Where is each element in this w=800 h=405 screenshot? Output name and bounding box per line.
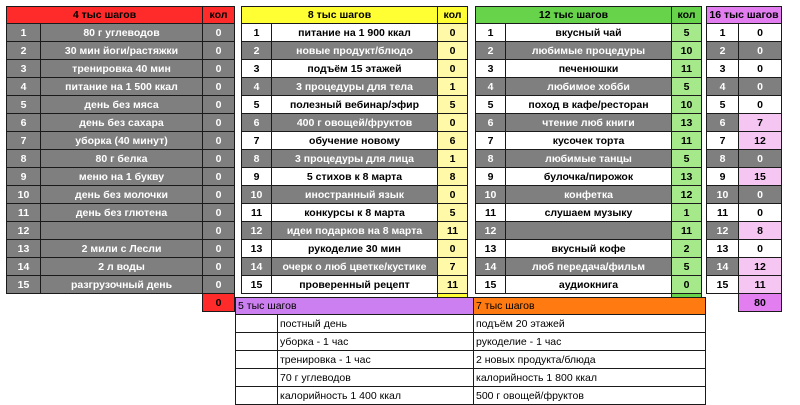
table-row bbox=[707, 150, 782, 168]
task-name: 500 г овощей/фруктов bbox=[474, 387, 706, 405]
task-name: подъём 20 этажей bbox=[474, 315, 706, 333]
row-number: 1 bbox=[707, 24, 739, 42]
header-5k: 5 тыс шагов bbox=[236, 298, 474, 315]
task-name: 5 стихов к 8 марта bbox=[272, 168, 438, 186]
task-name: 30 мин йоги/растяжки bbox=[41, 42, 203, 60]
count-cell: 0 bbox=[203, 150, 235, 168]
count-cell: 0 bbox=[203, 132, 235, 150]
table-row bbox=[707, 276, 782, 294]
table-row bbox=[476, 114, 702, 132]
table-row bbox=[476, 204, 702, 222]
task-name: идеи подарков на 8 марта bbox=[272, 222, 438, 240]
count-cell: 0 bbox=[438, 60, 468, 78]
task-name: люб передача/фильм bbox=[506, 258, 672, 276]
count-cell: 0 bbox=[203, 42, 235, 60]
count-cell: 0 bbox=[203, 60, 235, 78]
count-cell: 10 bbox=[672, 42, 702, 60]
table-row bbox=[242, 258, 468, 276]
count-cell: 0 bbox=[203, 276, 235, 294]
table-row bbox=[7, 258, 235, 276]
row-number: 15 bbox=[476, 276, 506, 294]
task-name bbox=[506, 222, 672, 240]
count-cell: 7 bbox=[739, 114, 782, 132]
table-row bbox=[707, 60, 782, 78]
row-number: 3 bbox=[7, 60, 41, 78]
task-name: 70 г углеводов bbox=[278, 369, 474, 387]
col-header-4k: кол bbox=[203, 7, 235, 24]
count-cell: 11 bbox=[672, 60, 702, 78]
spacer-cell bbox=[236, 387, 278, 405]
count-cell: 0 bbox=[739, 96, 782, 114]
task-name: слушаем музыку bbox=[506, 204, 672, 222]
table-row bbox=[242, 204, 468, 222]
table-row bbox=[476, 150, 702, 168]
task-name: меню на 1 букву bbox=[41, 168, 203, 186]
count-cell: 0 bbox=[203, 24, 235, 42]
row-number: 10 bbox=[242, 186, 272, 204]
row-number: 1 bbox=[242, 24, 272, 42]
count-cell: 11 bbox=[672, 222, 702, 240]
row-number: 6 bbox=[7, 114, 41, 132]
count-cell: 0 bbox=[203, 186, 235, 204]
task-name: питание на 1 500 ккал bbox=[41, 78, 203, 96]
table-row bbox=[707, 114, 782, 132]
count-cell: 0 bbox=[438, 24, 468, 42]
table-row bbox=[242, 24, 468, 42]
row-number: 15 bbox=[7, 276, 41, 294]
row-number: 12 bbox=[707, 222, 739, 240]
count-cell: 11 bbox=[438, 276, 468, 294]
row-number: 10 bbox=[707, 186, 739, 204]
task-name: конфетка bbox=[506, 186, 672, 204]
task-name: очерк о люб цветке/кустике bbox=[272, 258, 438, 276]
row-number: 4 bbox=[707, 78, 739, 96]
table-row bbox=[707, 258, 782, 276]
row-number: 2 bbox=[7, 42, 41, 60]
row-number: 6 bbox=[707, 114, 739, 132]
task-name: день без глютена bbox=[41, 204, 203, 222]
list-item bbox=[474, 387, 706, 405]
table-row bbox=[7, 168, 235, 186]
table-row bbox=[7, 240, 235, 258]
row-number: 10 bbox=[7, 186, 41, 204]
task-name: калорийность 1 400 ккал bbox=[278, 387, 474, 405]
row-number: 11 bbox=[707, 204, 739, 222]
table-row bbox=[7, 24, 235, 42]
table-row bbox=[7, 60, 235, 78]
row-number: 5 bbox=[707, 96, 739, 114]
table-row bbox=[476, 276, 702, 294]
count-cell: 6 bbox=[438, 132, 468, 150]
table-row bbox=[242, 186, 468, 204]
task-name: вкусный чай bbox=[506, 24, 672, 42]
table-row bbox=[242, 150, 468, 168]
table-row bbox=[7, 276, 235, 294]
table-row bbox=[476, 132, 702, 150]
row-number: 12 bbox=[7, 222, 41, 240]
row-number: 3 bbox=[476, 60, 506, 78]
table-row bbox=[476, 258, 702, 276]
task-name: постный день bbox=[278, 315, 474, 333]
table-row bbox=[476, 96, 702, 114]
table-row bbox=[707, 240, 782, 258]
row-number: 14 bbox=[242, 258, 272, 276]
table-row bbox=[7, 204, 235, 222]
row-number: 10 bbox=[476, 186, 506, 204]
list-item bbox=[474, 351, 706, 369]
row-number: 14 bbox=[7, 258, 41, 276]
header-4k: 4 тыс шагов bbox=[7, 7, 203, 24]
count-cell: 0 bbox=[203, 78, 235, 96]
task-name: 2 новых продукта/блюда bbox=[474, 351, 706, 369]
table-row bbox=[476, 186, 702, 204]
task-name: аудиокнига bbox=[506, 276, 672, 294]
table-row bbox=[476, 24, 702, 42]
count-cell: 5 bbox=[672, 24, 702, 42]
row-number: 5 bbox=[242, 96, 272, 114]
spacer-cell bbox=[236, 369, 278, 387]
header-7k: 7 тыс шагов bbox=[474, 298, 706, 315]
task-name: 80 г белка bbox=[41, 150, 203, 168]
count-cell: 0 bbox=[438, 42, 468, 60]
table-row bbox=[242, 60, 468, 78]
count-cell: 0 bbox=[203, 96, 235, 114]
count-cell: 8 bbox=[739, 222, 782, 240]
task-name: тренировка - 1 час bbox=[278, 351, 474, 369]
table-row bbox=[707, 96, 782, 114]
table-row bbox=[7, 150, 235, 168]
count-cell: 0 bbox=[739, 240, 782, 258]
table-row bbox=[476, 240, 702, 258]
row-number: 9 bbox=[7, 168, 41, 186]
row-number: 7 bbox=[707, 132, 739, 150]
row-number: 7 bbox=[7, 132, 41, 150]
count-cell: 0 bbox=[203, 204, 235, 222]
table-8k bbox=[241, 6, 468, 312]
count-cell: 0 bbox=[739, 186, 782, 204]
list-item bbox=[236, 369, 474, 387]
count-cell: 0 bbox=[438, 114, 468, 132]
count-cell: 7 bbox=[438, 258, 468, 276]
list-item bbox=[474, 369, 706, 387]
count-cell: 1 bbox=[672, 204, 702, 222]
table-12k bbox=[475, 6, 702, 312]
list-item bbox=[236, 351, 474, 369]
table-row bbox=[242, 42, 468, 60]
task-name: любимое хобби bbox=[506, 78, 672, 96]
row-number: 3 bbox=[707, 60, 739, 78]
count-cell: 11 bbox=[739, 276, 782, 294]
table-row bbox=[707, 24, 782, 42]
row-number: 14 bbox=[476, 258, 506, 276]
row-number: 5 bbox=[7, 96, 41, 114]
count-cell: 2 bbox=[672, 240, 702, 258]
table-row bbox=[242, 96, 468, 114]
count-cell: 0 bbox=[203, 114, 235, 132]
row-number: 9 bbox=[476, 168, 506, 186]
col-header-12k: кол bbox=[672, 7, 702, 24]
task-name: день без молочки bbox=[41, 186, 203, 204]
row-number: 13 bbox=[707, 240, 739, 258]
row-number: 2 bbox=[242, 42, 272, 60]
count-cell: 5 bbox=[672, 78, 702, 96]
table-row bbox=[707, 132, 782, 150]
task-name: любимые танцы bbox=[506, 150, 672, 168]
row-number: 8 bbox=[7, 150, 41, 168]
count-cell: 12 bbox=[739, 132, 782, 150]
task-name: конкурсы к 8 марта bbox=[272, 204, 438, 222]
row-number: 13 bbox=[242, 240, 272, 258]
count-cell: 0 bbox=[739, 78, 782, 96]
task-name bbox=[41, 222, 203, 240]
table-row bbox=[242, 114, 468, 132]
count-cell: 12 bbox=[672, 186, 702, 204]
task-name: уборка (40 минут) bbox=[41, 132, 203, 150]
task-name: день без мяса bbox=[41, 96, 203, 114]
header-16k: 16 тыс шагов bbox=[707, 7, 782, 24]
row-number: 9 bbox=[707, 168, 739, 186]
total-16k: 80 bbox=[739, 294, 782, 312]
table-row bbox=[707, 78, 782, 96]
row-number: 11 bbox=[476, 204, 506, 222]
table-row bbox=[7, 114, 235, 132]
count-cell: 12 bbox=[739, 258, 782, 276]
list-item bbox=[474, 315, 706, 333]
table-row bbox=[476, 42, 702, 60]
table-7k bbox=[473, 297, 706, 405]
row-number: 11 bbox=[242, 204, 272, 222]
count-cell: 13 bbox=[672, 168, 702, 186]
table-row bbox=[7, 132, 235, 150]
header-12k: 12 тыс шагов bbox=[476, 7, 672, 24]
row-number: 4 bbox=[242, 78, 272, 96]
task-name: 400 г овощей/фруктов bbox=[272, 114, 438, 132]
table-4k bbox=[6, 6, 235, 312]
spacer-cell bbox=[236, 315, 278, 333]
row-number: 2 bbox=[476, 42, 506, 60]
task-name: проверенный рецепт bbox=[272, 276, 438, 294]
row-number: 15 bbox=[707, 276, 739, 294]
count-cell: 11 bbox=[672, 132, 702, 150]
row-number: 3 bbox=[242, 60, 272, 78]
count-cell: 0 bbox=[739, 150, 782, 168]
count-cell: 0 bbox=[672, 276, 702, 294]
task-name: 3 процедуры для лица bbox=[272, 150, 438, 168]
row-number: 14 bbox=[707, 258, 739, 276]
count-cell: 0 bbox=[203, 222, 235, 240]
list-item bbox=[236, 315, 474, 333]
task-name: полезный вебинар/эфир bbox=[272, 96, 438, 114]
list-item bbox=[236, 387, 474, 405]
row-number: 1 bbox=[7, 24, 41, 42]
count-cell: 1 bbox=[438, 150, 468, 168]
task-name: кусочек торта bbox=[506, 132, 672, 150]
table-row bbox=[242, 168, 468, 186]
row-number: 6 bbox=[476, 114, 506, 132]
row-number: 4 bbox=[476, 78, 506, 96]
table-row bbox=[476, 222, 702, 240]
count-cell: 5 bbox=[672, 150, 702, 168]
row-number: 2 bbox=[707, 42, 739, 60]
table-row bbox=[476, 78, 702, 96]
count-cell: 5 bbox=[672, 258, 702, 276]
task-name: разгрузочный день bbox=[41, 276, 203, 294]
list-item bbox=[474, 333, 706, 351]
task-name: чтение люб книги bbox=[506, 114, 672, 132]
task-name: 3 процедуры для тела bbox=[272, 78, 438, 96]
row-number: 9 bbox=[242, 168, 272, 186]
table-row bbox=[476, 168, 702, 186]
table-row bbox=[707, 186, 782, 204]
row-number: 8 bbox=[476, 150, 506, 168]
task-name: любимые процедуры bbox=[506, 42, 672, 60]
count-cell: 5 bbox=[438, 204, 468, 222]
total-4k: 0 bbox=[203, 294, 235, 312]
table-row bbox=[707, 222, 782, 240]
table-row bbox=[707, 42, 782, 60]
table-row bbox=[7, 42, 235, 60]
row-number: 7 bbox=[242, 132, 272, 150]
spacer-cell bbox=[236, 351, 278, 369]
task-name: булочка/пирожок bbox=[506, 168, 672, 186]
count-cell: 15 bbox=[739, 168, 782, 186]
task-name: иностранный язык bbox=[272, 186, 438, 204]
table-16k bbox=[706, 6, 782, 312]
count-cell: 5 bbox=[438, 96, 468, 114]
task-name: поход в кафе/ресторан bbox=[506, 96, 672, 114]
row-number: 12 bbox=[476, 222, 506, 240]
count-cell: 0 bbox=[203, 168, 235, 186]
table-row bbox=[7, 78, 235, 96]
table-row bbox=[707, 204, 782, 222]
task-name: уборка - 1 час bbox=[278, 333, 474, 351]
table-row bbox=[242, 240, 468, 258]
count-cell: 0 bbox=[739, 42, 782, 60]
table-row bbox=[242, 78, 468, 96]
row-number: 13 bbox=[476, 240, 506, 258]
row-number: 6 bbox=[242, 114, 272, 132]
table-row bbox=[7, 222, 235, 240]
task-name: новые продукт/блюдо bbox=[272, 42, 438, 60]
spacer-cell bbox=[236, 333, 278, 351]
table-row bbox=[7, 186, 235, 204]
row-number: 13 bbox=[7, 240, 41, 258]
task-name: питание на 1 900 ккал bbox=[272, 24, 438, 42]
count-cell: 0 bbox=[203, 258, 235, 276]
row-number: 8 bbox=[707, 150, 739, 168]
task-name: рукоделие - 1 час bbox=[474, 333, 706, 351]
count-cell: 0 bbox=[739, 60, 782, 78]
table-row bbox=[242, 276, 468, 294]
task-name: рукоделие 30 мин bbox=[272, 240, 438, 258]
row-number: 1 bbox=[476, 24, 506, 42]
count-cell: 8 bbox=[438, 168, 468, 186]
row-number: 15 bbox=[242, 276, 272, 294]
count-cell: 10 bbox=[672, 96, 702, 114]
task-name: печенюшки bbox=[506, 60, 672, 78]
table-row bbox=[242, 222, 468, 240]
task-name: тренировка 40 мин bbox=[41, 60, 203, 78]
row-number: 5 bbox=[476, 96, 506, 114]
task-name: обучение новому bbox=[272, 132, 438, 150]
table-row bbox=[7, 96, 235, 114]
count-cell: 0 bbox=[739, 24, 782, 42]
count-cell: 0 bbox=[438, 186, 468, 204]
task-name: калорийность 1 800 ккал bbox=[474, 369, 706, 387]
table-row bbox=[707, 168, 782, 186]
table-row bbox=[242, 132, 468, 150]
task-name: подъём 15 этажей bbox=[272, 60, 438, 78]
row-number: 8 bbox=[242, 150, 272, 168]
task-name: день без сахара bbox=[41, 114, 203, 132]
count-cell: 0 bbox=[438, 240, 468, 258]
list-item bbox=[236, 333, 474, 351]
task-name: 2 мили с Лесли bbox=[41, 240, 203, 258]
row-number: 4 bbox=[7, 78, 41, 96]
header-8k: 8 тыс шагов bbox=[242, 7, 438, 24]
count-cell: 0 bbox=[739, 204, 782, 222]
row-number: 12 bbox=[242, 222, 272, 240]
col-header-8k: кол bbox=[438, 7, 468, 24]
count-cell: 1 bbox=[438, 78, 468, 96]
table-5k bbox=[235, 297, 474, 405]
table-row bbox=[476, 60, 702, 78]
row-number: 11 bbox=[7, 204, 41, 222]
task-name: 2 л воды bbox=[41, 258, 203, 276]
count-cell: 13 bbox=[672, 114, 702, 132]
count-cell: 0 bbox=[203, 240, 235, 258]
count-cell: 11 bbox=[438, 222, 468, 240]
task-name: вкусный кофе bbox=[506, 240, 672, 258]
row-number: 7 bbox=[476, 132, 506, 150]
task-name: 80 г углеводов bbox=[41, 24, 203, 42]
